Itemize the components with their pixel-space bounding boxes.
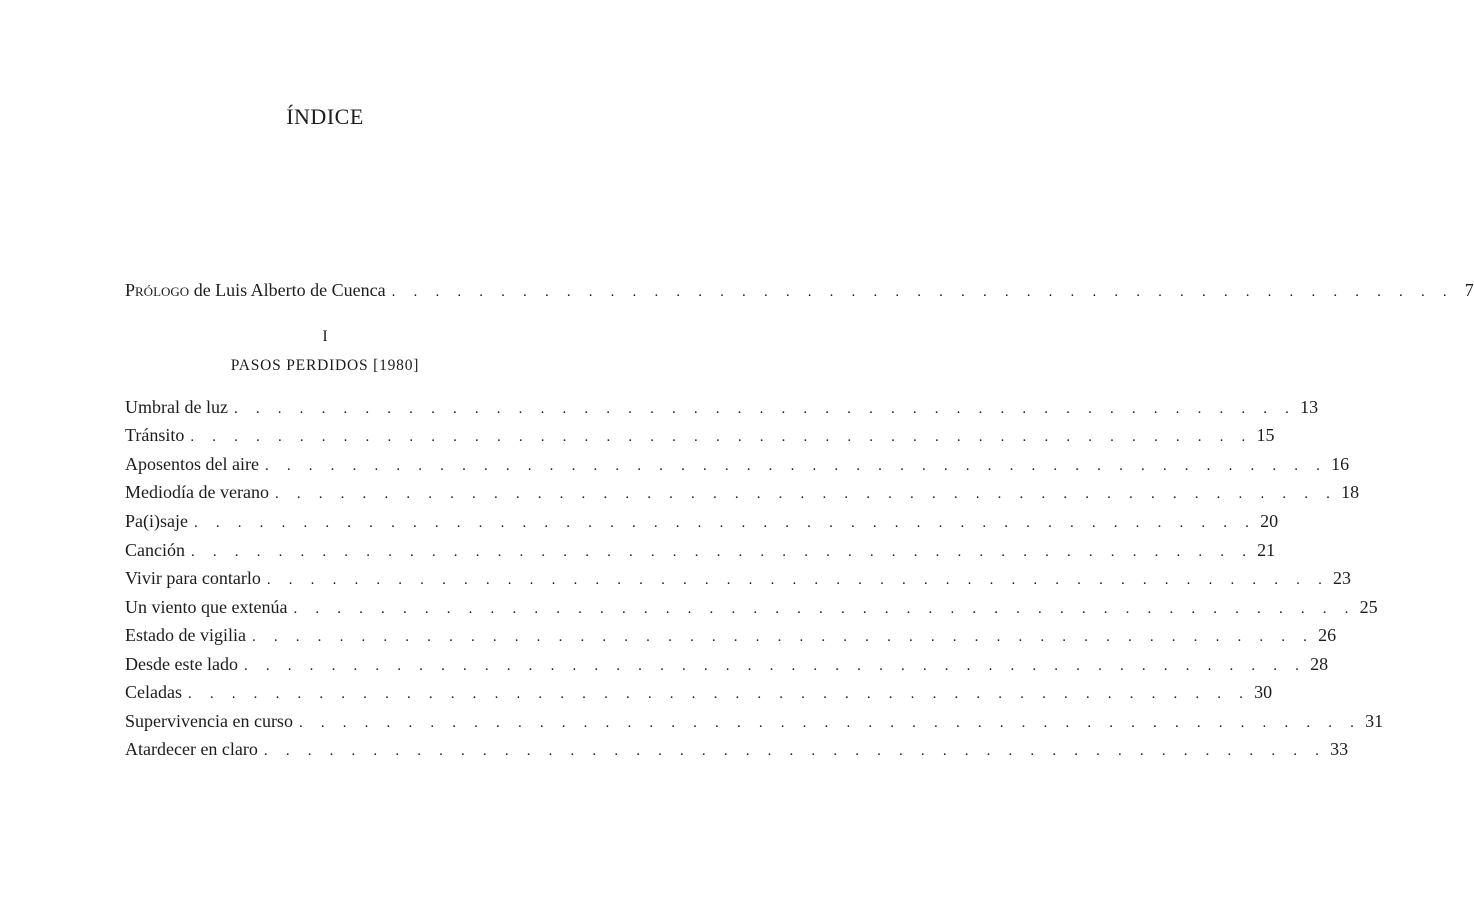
toc-entry-title: Umbral de luz <box>125 397 228 417</box>
toc-entry <box>125 567 1352 591</box>
toc-entry <box>125 481 1360 505</box>
section-numeral: I <box>322 328 328 345</box>
toc-entry-title: Pa(i)saje <box>125 511 188 531</box>
toc-entry-prologue <box>125 279 1474 303</box>
toc-entry <box>125 453 1350 477</box>
toc-page-number: 18 <box>1341 482 1360 502</box>
toc-page-number: 21 <box>1257 540 1276 560</box>
toc-entry <box>125 424 1275 448</box>
toc-entry-title: Un viento que extenúa <box>125 597 288 617</box>
toc-entry <box>125 624 1337 648</box>
toc-entry <box>125 738 1349 762</box>
toc-entry-title: Supervivencia en curso <box>125 711 293 731</box>
dot-leader: . . . . . . . . . . . . . . . . . . . . . . . . . . . . . . . . . . . . . . . . . . . . . . . . . <box>193 515 1257 531</box>
page-title: ÍNDICE <box>286 104 364 129</box>
toc-entry-title <box>125 279 392 301</box>
toc-page-number: 16 <box>1331 454 1350 474</box>
toc-page-number: 25 <box>1359 597 1378 617</box>
toc-page-number: 13 <box>1300 397 1319 417</box>
toc-entry-title: Celadas <box>125 682 182 702</box>
toc-page-number: 7 <box>1464 280 1474 300</box>
toc-page-number: 20 <box>1260 511 1279 531</box>
toc-entry <box>125 510 1279 534</box>
toc-entry-title: Aposentos del aire <box>125 454 259 474</box>
dot-leader: . . . . . . . . . . . . . . . . . . . . . . . . . . . . . . . . . . . . . . . . . . . . . . . . . <box>187 686 1251 702</box>
dot-leader: . . . . . . . . . . . . . . . . . . . . . . . . . . . . . . . . . . . . . . . . . . . . . . . . . <box>233 401 1297 417</box>
dot-leader: . . . . . . . . . . . . . . . . . . . . . . . . . . . . . . . . . . . . . . . . . . . . . . . . . <box>263 743 1327 759</box>
toc-page-number: 33 <box>1330 739 1349 759</box>
toc-page-number: 15 <box>1256 425 1275 445</box>
dot-leader: . . . . . . . . . . . . . . . . . . . . . . . . . . . . . . . . . . . . . . . . . . . . . . . . . <box>266 572 1330 588</box>
toc-page-number: 28 <box>1310 654 1329 674</box>
toc-entry <box>125 653 1329 677</box>
dot-leader: . . . . . . . . . . . . . . . . . . . . . . . . . . . . . . . . . . . . . . . . . . . . . . . . . <box>264 458 1328 474</box>
toc-page-number: 23 <box>1333 568 1352 588</box>
toc-entry-title: Estado de vigilia <box>125 625 246 645</box>
toc-entry-title: Mediodía de verano <box>125 482 269 502</box>
toc-entry-title: Tránsito <box>125 425 185 445</box>
dot-leader: . . . . . . . . . . . . . . . . . . . . . . . . . . . . . . . . . . . . . . . . . . . . . . . . . <box>293 601 1356 617</box>
dot-leader: . . . . . . . . . . . . . . . . . . . . . . . . . . . . . . . . . . . . . . . . . . . . . . . . . <box>191 544 1254 560</box>
toc-entry <box>125 710 1384 734</box>
toc-entry <box>125 539 1276 563</box>
toc-page-number: 26 <box>1318 625 1337 645</box>
toc-entry-title: Canción <box>125 540 185 560</box>
toc-entry-title: Desde este lado <box>125 654 238 674</box>
dot-leader: . . . . . . . . . . . . . . . . . . . . . . . . . . . . . . . . . . . . . . . . . . . . . . . . . <box>274 486 1338 502</box>
toc-entry-title: Atardecer en claro <box>125 739 258 759</box>
dot-leader: . . . . . . . . . . . . . . . . . . . . . . . . . . . . . . . . . . . . . . . . . . . . . . . . . <box>190 429 1253 445</box>
dot-leader: . . . . . . . . . . . . . . . . . . . . . . . . . . . . . . . . . . . . . . . . . . . . . . . . . <box>251 629 1315 645</box>
toc-page-number: 31 <box>1365 711 1384 731</box>
prologue-author: de Luis Alberto de Cuenca <box>193 280 386 300</box>
dot-leader: . . . . . . . . . . . . . . . . . . . . . . . . . . . . . . . . . . . . . . . . . . . . . . . . . <box>298 715 1362 731</box>
toc-entry <box>125 596 1378 620</box>
toc-entry <box>125 681 1273 705</box>
dot-leader: . . . . . . . . . . . . . . . . . . . . . . . . . . . . . . . . . . . . . . . . . . . . . . . . . <box>243 658 1307 674</box>
toc-entry <box>125 396 1319 420</box>
toc-page-number: 30 <box>1254 682 1273 702</box>
section-title: PASOS PERDIDOS [1980] <box>230 357 420 374</box>
prologue-label: Prólogo <box>125 280 190 300</box>
toc-entry-title: Vivir para contarlo <box>125 568 261 588</box>
dot-leader: . . . . . . . . . . . . . . . . . . . . . . . . . . . . . . . . . . . . . . . . . . . . . . . . . <box>391 284 1454 300</box>
